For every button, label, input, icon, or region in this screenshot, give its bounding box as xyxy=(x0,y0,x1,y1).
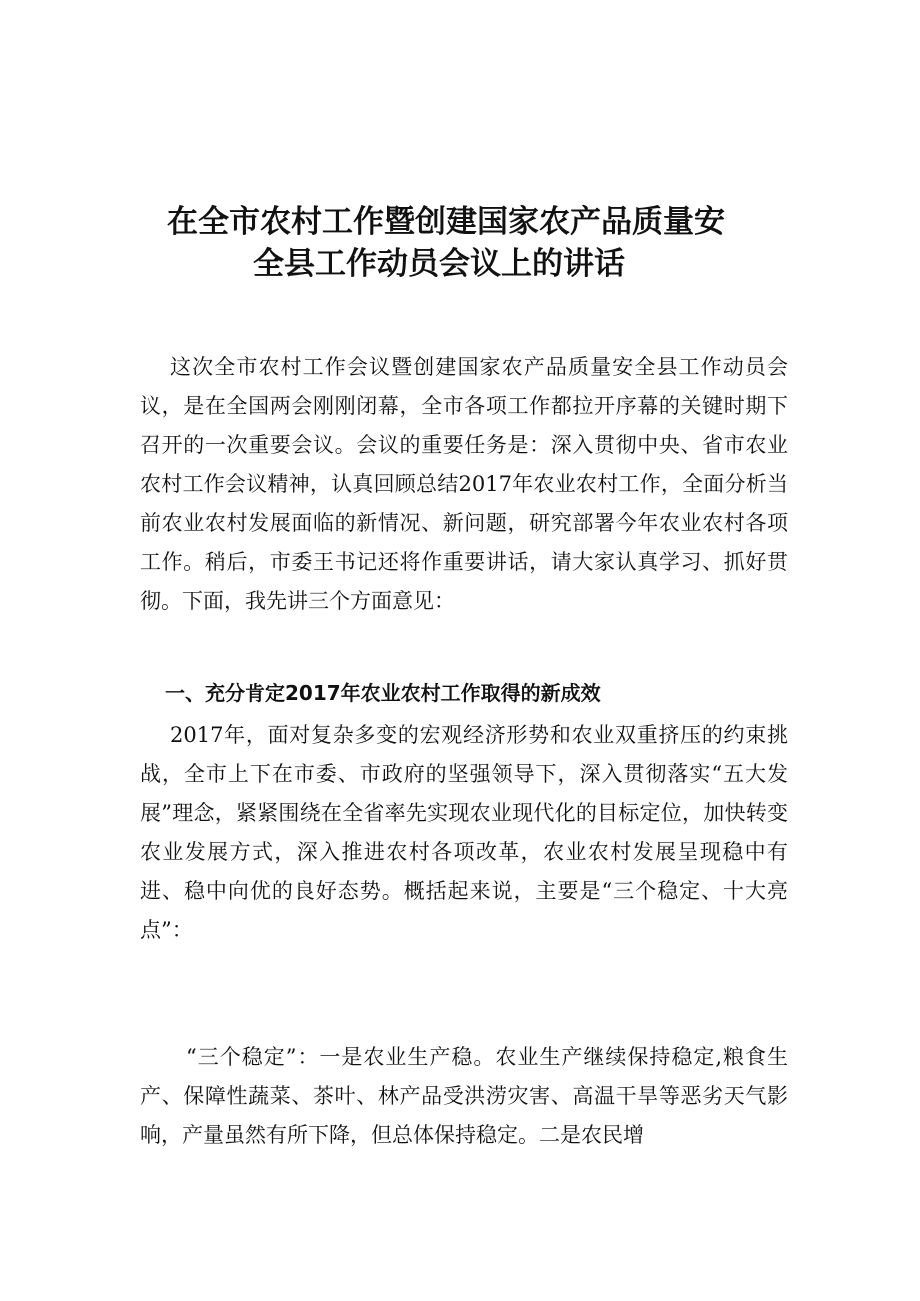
title-line-1: 在全市农村工作暨创建国家农产品质量安 xyxy=(167,204,725,240)
opening-paragraph: 这次全市农村工作会议暨创建国家农产品质量安全县工作动员会议，是在全国两会刚刚闭幕，全市各项工作都拉开序幕的关键时期下召开的一次重要会议。会议的重要任务是：深入贯彻中央、省市农业农村工作会议精神，认真回顾总结2017年农业农村工作，全面分析当前农业农村发展面临的新情况、新问题，研究部署今年农业农村各项工作。稍后，市委王书记还将作重要讲话，请大家认真学习、抓好贯彻。下面，我先讲三个方面意见： xyxy=(140,355,788,613)
document-title xyxy=(140,201,800,285)
title-line-2: 全县工作动员会议上的讲话 xyxy=(253,246,625,282)
achievements-paragraph: 2017年，面对复杂多变的宏观经济形势和农业双重挤压的约束挑战，全市上下在市委、市政府的坚强领导下，深入贯彻落实“五大发展”理念，紧紧围绕在全省率先实现农业现代化的目标定位，加快转变农业发展方式，深入推进农村各项改革，农业农村发展呈现稳中有进、稳中向优的良好态势。概括起来说，主要是“三个稳定、十大亮点”： xyxy=(140,723,788,942)
three-stability-paragraph: “三个稳定”：一是农业生产稳。农业生产继续保持稳定,粮食生产、保障性蔬菜、茶叶、林产品受洪涝灾害、高温干旱等恶劣天气影响，产量虽然有所下降，但总体保持稳定。二是农民增 xyxy=(140,1045,788,1147)
section-heading-1: 一、充分肯定2017年农业农村工作取得的新成效 xyxy=(165,681,601,705)
